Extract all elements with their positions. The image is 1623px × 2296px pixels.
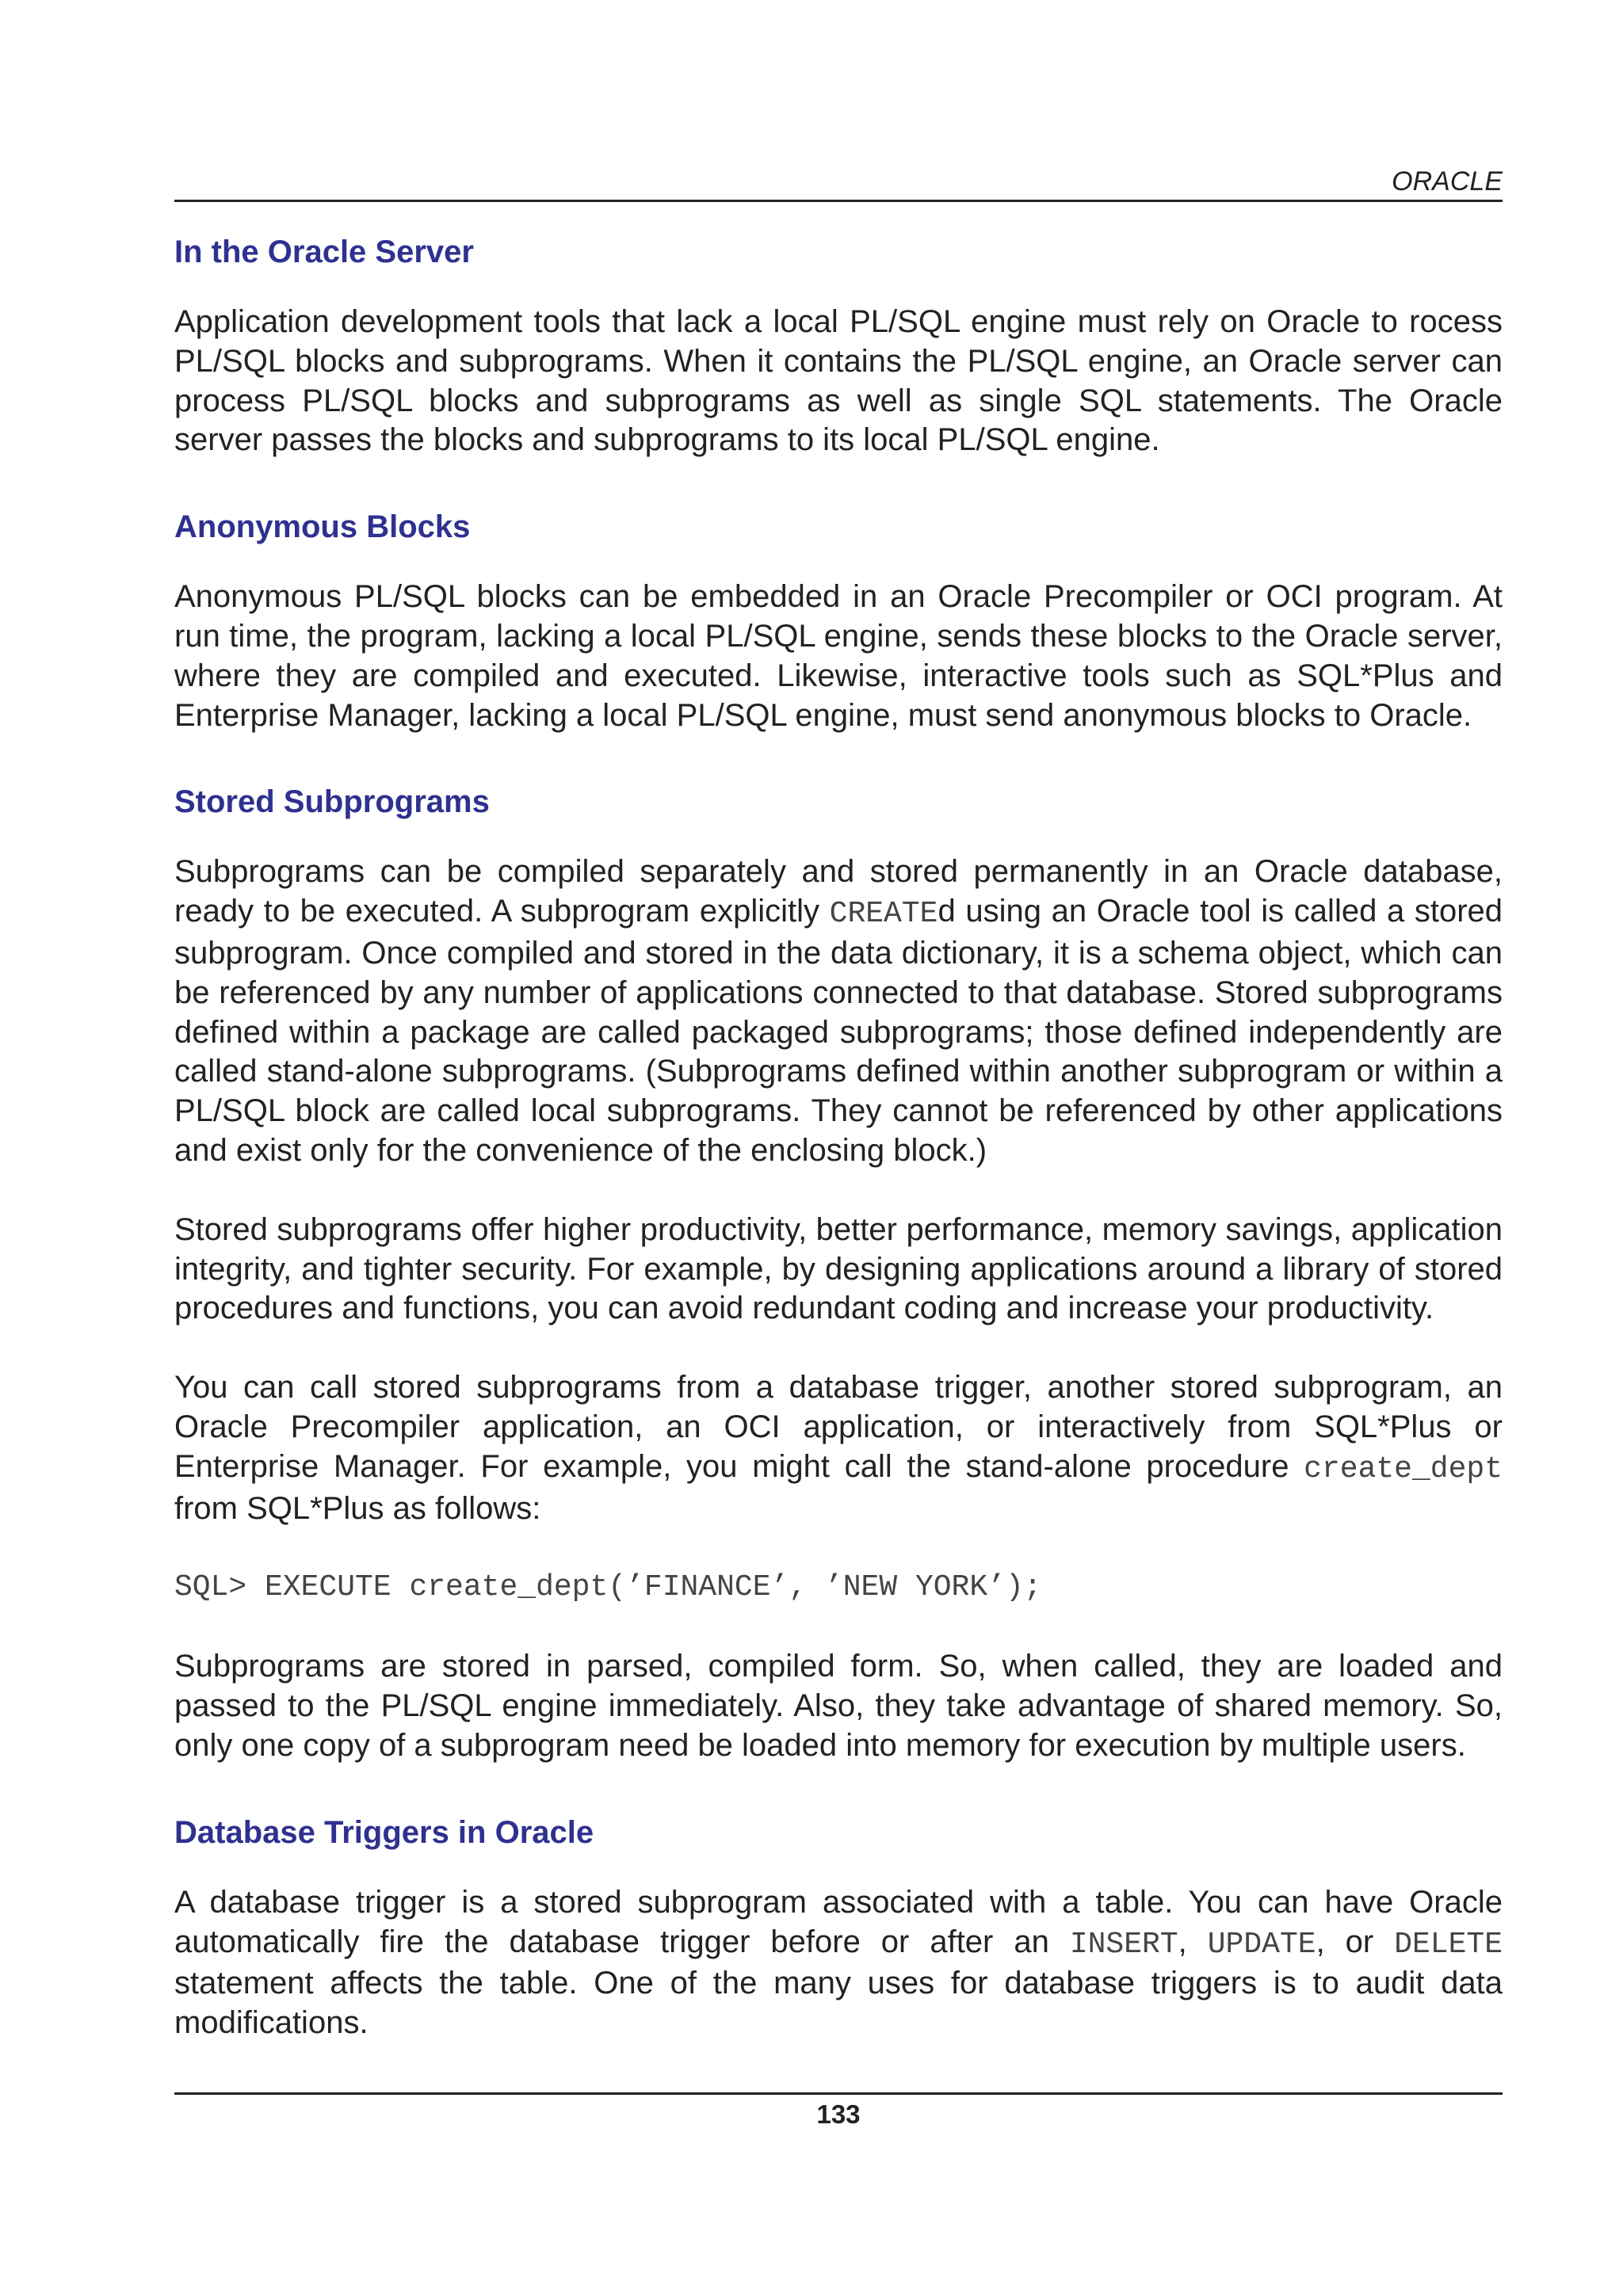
footer-divider: [174, 2092, 1503, 2095]
document-page: [174, 0, 1503, 2296]
heading-anonymous-blocks: Anonymous Blocks: [174, 509, 471, 545]
paragraph-database-triggers: A database trigger is a stored subprogram associated with a table. You can have Oracle automatically fire the database trigger before or after an INSERT, UPDATE, or DELETE statement affects the table. One of the many uses for database triggers is to audit data modifications.: [174, 1884, 1503, 2041]
code-example-execute: SQL> EXECUTE create_dept(’FINANCE’, ’NEW YORK’);: [174, 1570, 1042, 1605]
heading-in-the-oracle-server: In the Oracle Server: [174, 235, 474, 269]
inline-code-insert: INSERT: [1069, 1927, 1178, 1962]
running-header: ORACLE: [1392, 166, 1503, 196]
paragraph-parsed-compiled-form: Subprograms are stored in parsed, compiled form. So, when called, they are loaded and passed to the PL/SQL engine immediately. Also, they take advantage of shared memory. So, only one copy of a subprogram need be loaded into memory for execution by multiple users.: [174, 1649, 1503, 1763]
inline-code-update: UPDATE: [1207, 1927, 1316, 1962]
paragraph-stored-subprograms-intro: Subprograms can be compiled separately and stored permanently in an Oracle database, ready to be executed. A subprogram explicitly CREATEd using an Oracle tool is called a stored subprogram. Once compiled and stored in the data dictionary, it is a schema object, which can be referenced by any number of applications connected to that database. Stored subprograms defined within a package are called packaged subprograms; those defined independently are called stand-alone subprograms. (Subprograms defined within another subprogram or within a PL/SQL block are called local subprograms. They cannot be referenced by other applications and exist only for the convenience of the enclosing block.): [174, 854, 1503, 1168]
page-content: [174, 225, 1503, 2043]
inline-code-create-dept: create_dept: [1304, 1451, 1503, 1486]
inline-code-create: CREATE: [829, 897, 938, 932]
inline-code-delete: DELETE: [1394, 1927, 1503, 1962]
paragraph-calling-subprograms: You can call stored subprograms from a database trigger, another stored subprogram, an Oracle Precompiler application, an OCI application, or interactively from SQL*Plus or Enterprise Manager. For example, you might call the stand-alone procedure create_dept from SQL*Plus as follows:: [174, 1370, 1503, 1526]
page-number: 133: [816, 2100, 861, 2129]
paragraph-anonymous-blocks: Anonymous PL/SQL blocks can be embedded in an Oracle Precompiler or OCI program. At run time, the program, lacking a local PL/SQL engine, sends these blocks to the Oracle server, where they are compiled and executed. Likewise, interactive tools such as SQL*Plus and Enterprise Manager, lacking a local PL/SQL engine, must send anonymous blocks to Oracle.: [174, 579, 1503, 733]
header-divider: [174, 200, 1503, 202]
heading-stored-subprograms: Stored Subprograms: [174, 784, 490, 820]
heading-database-triggers: Database Triggers in Oracle: [174, 1814, 594, 1850]
paragraph-oracle-server: Application development tools that lack a local PL/SQL engine must rely on Oracle to rocess PL/SQL blocks and subprograms. When it contains the PL/SQL engine, an Oracle server can process PL/SQL blocks and subprograms as well as single SQL statements. The Oracle server passes the blocks and subprograms to its local PL/SQL engine.: [174, 304, 1503, 458]
paragraph-stored-subprograms-benefits: Stored subprograms offer higher productivity, better performance, memory savings, application integrity, and tighter security. For example, by designing applications around a library of stored procedures and functions, you can avoid redundant coding and increase your productivity.: [174, 1211, 1503, 1326]
